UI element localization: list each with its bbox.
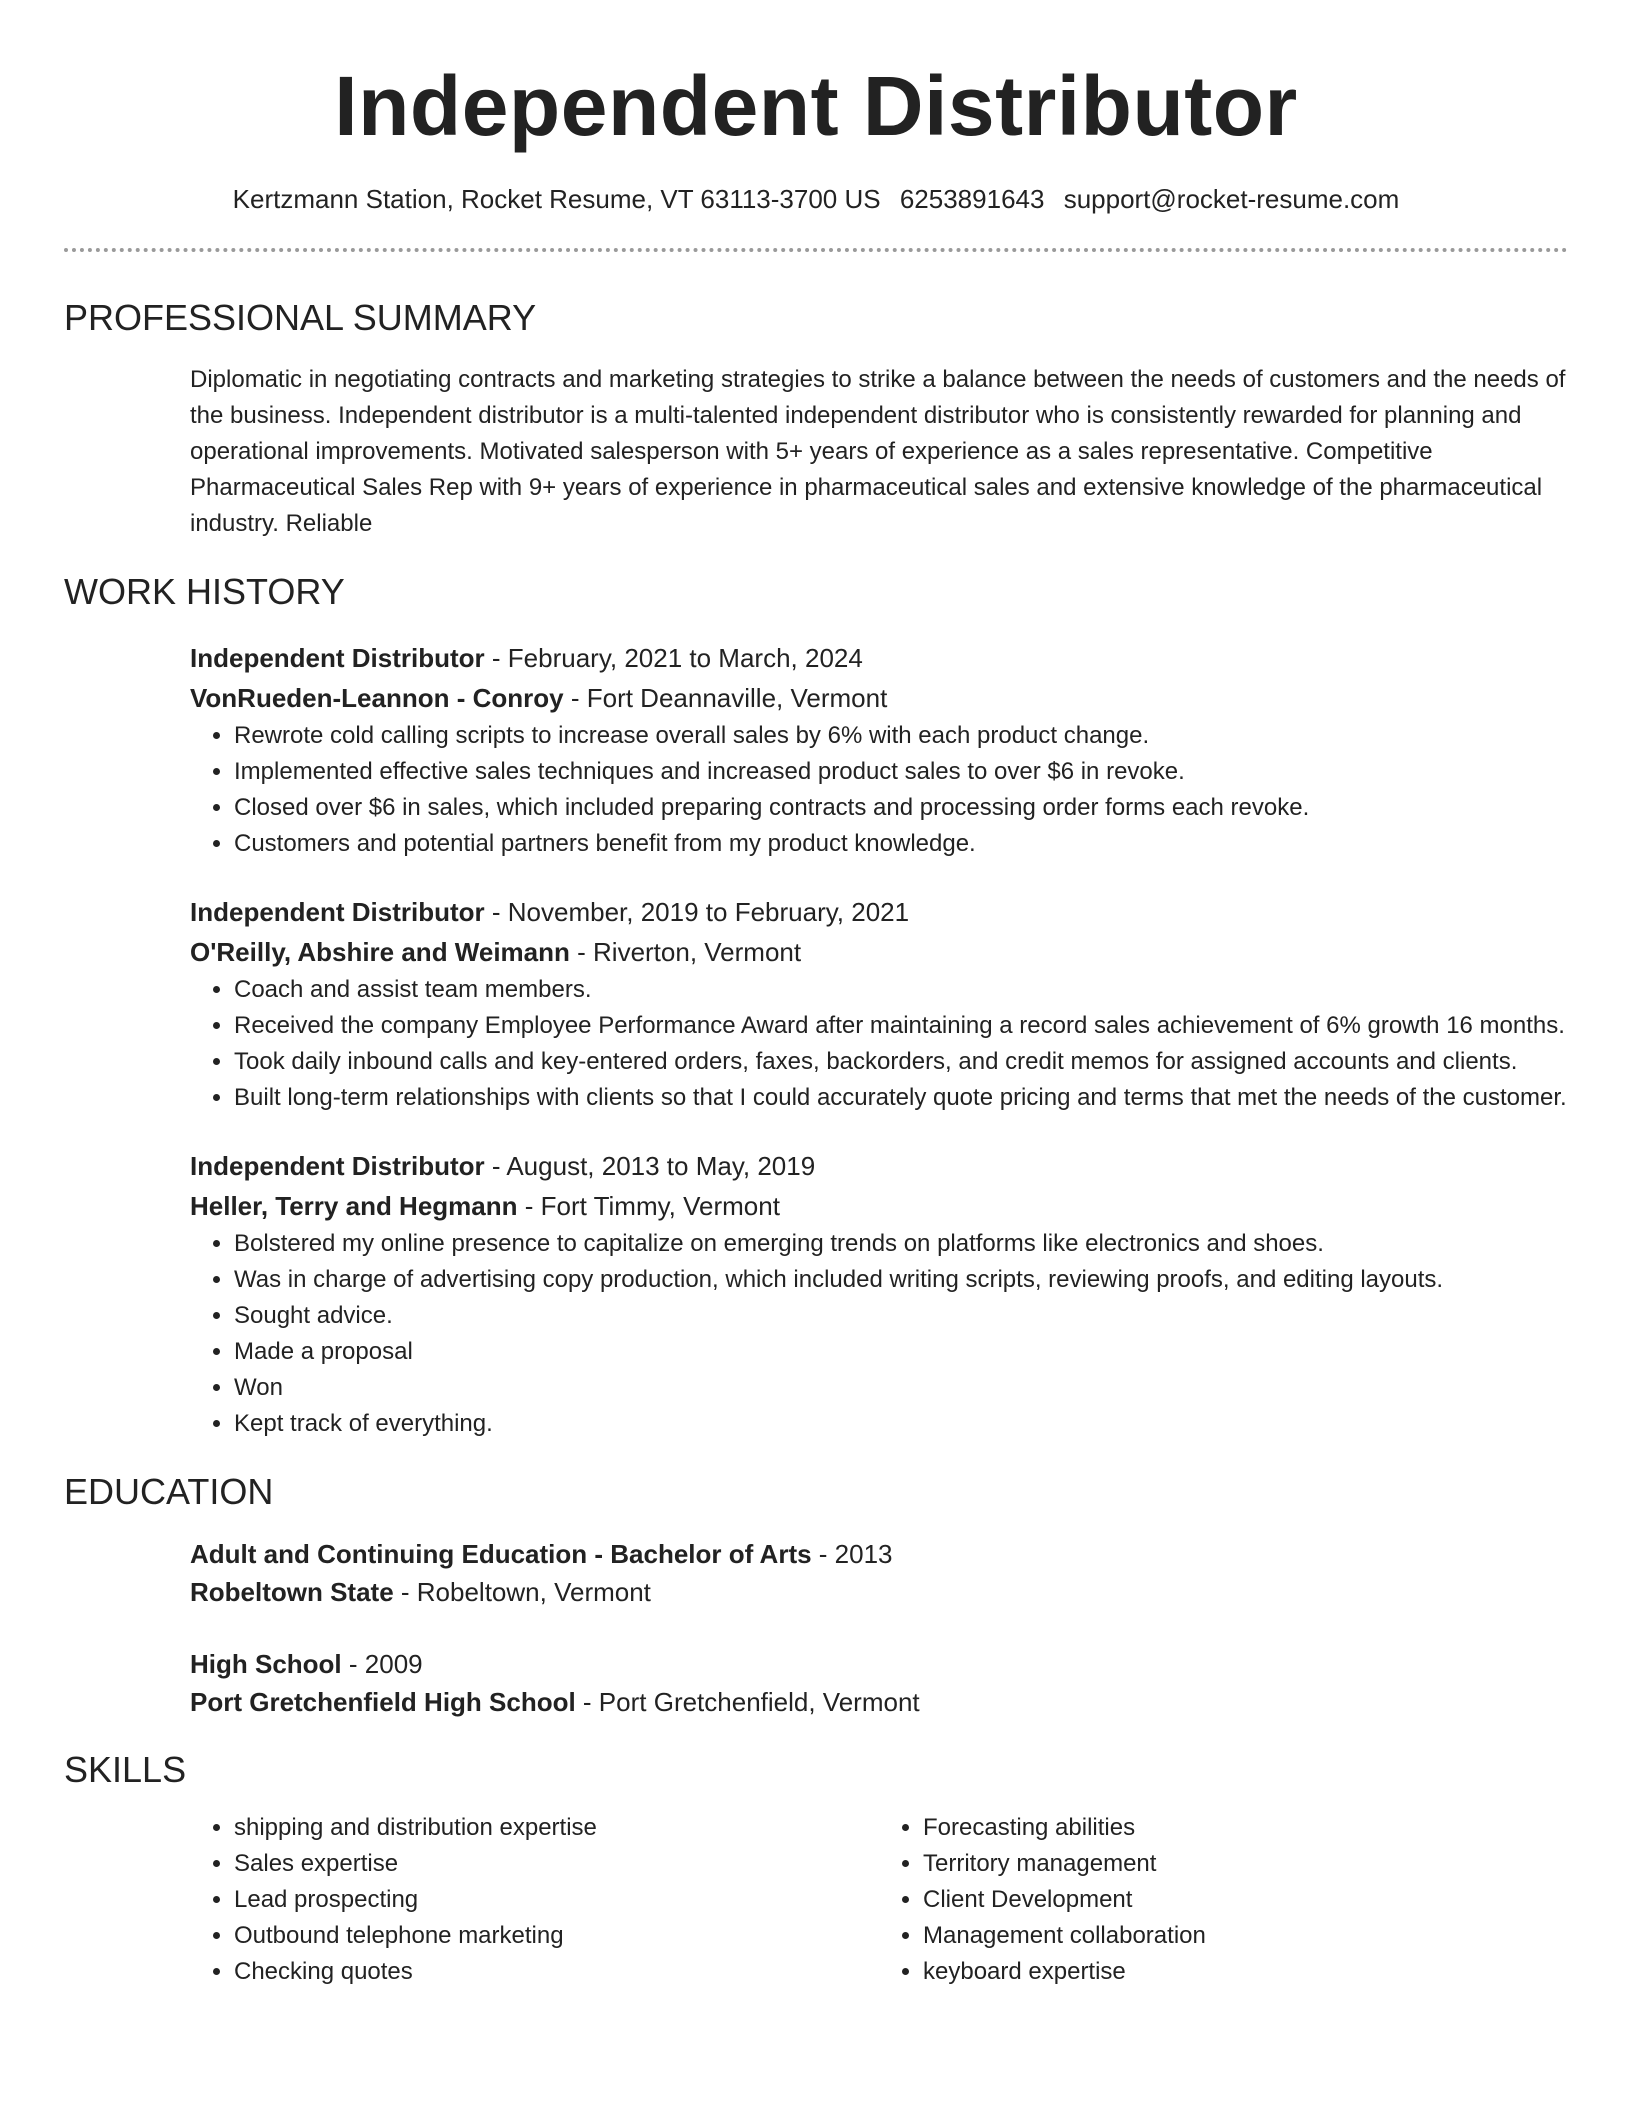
education-heading: EDUCATION [64, 1471, 274, 1512]
contact-phone[interactable]: 6253891643 [899, 184, 1045, 214]
job-company: Heller, Terry and Hegmann [190, 1191, 518, 1221]
summary-text: Diplomatic in negotiating contracts and marketing strategies to strike a balance between the needs of customers and the needs of the business. Independent distributor is a multi-talented independent distributor who is consistently rewarded for planning and operational improvements. Motivated salesperson with 5+ years of experience as a sales representative. Competitive Pharmaceutical Sales Rep with 9+ years of experience in pharmaceutical sales and extensive knowledge of the pharmaceutical industry. Reliable [190, 366, 1566, 537]
skills-heading: SKILLS [64, 1749, 187, 1790]
job-entry [190, 1146, 1568, 1442]
job-company-line [190, 678, 1568, 718]
work-history-heading: WORK HISTORY [64, 571, 345, 612]
job-role: Independent Distributor [190, 1151, 485, 1181]
skill-item: • Sales expertise [234, 1846, 879, 1882]
job-bullet: • Implemented effective sales techniques and increased product sales to over $6 in revoke. [234, 754, 1568, 790]
edu-school-line [190, 1682, 1568, 1722]
job-bullets [190, 718, 1568, 862]
job-company: VonRueden-Leannon - Conroy [190, 683, 564, 713]
skill-item: • Forecasting abilities [923, 1810, 1568, 1846]
job-company-line [190, 932, 1568, 972]
resume-page [64, 0, 1568, 1990]
skill-item: • Checking quotes [234, 1954, 879, 1990]
edu-location: - Port Gretchenfield, Vermont [575, 1687, 920, 1717]
job-bullet: • Kept track of everything. [234, 1406, 1568, 1442]
job-entry [190, 638, 1568, 862]
job-bullet: • Received the company Employee Performance Award after maintaining a record sales achievement of 6% growth 16 months. [234, 1008, 1568, 1044]
job-bullet: • Won [234, 1370, 1568, 1406]
skills-list-left [190, 1810, 879, 1990]
job-role: Independent Distributor [190, 897, 485, 927]
skill-item: • Territory management [923, 1846, 1568, 1882]
edu-degree-line [190, 1534, 1568, 1574]
skill-item: • keyboard expertise [923, 1954, 1568, 1990]
job-location: - Riverton, Vermont [569, 937, 802, 967]
job-bullet: • Rewrote cold calling scripts to increase overall sales by 6% with each product change. [234, 718, 1568, 754]
education-entry [190, 1534, 1568, 1612]
job-company: O'Reilly, Abshire and Weimann [190, 937, 570, 967]
job-bullet: • Closed over $6 in sales, which included preparing contracts and processing order forms each revoke. [234, 790, 1568, 826]
edu-location: - Robeltown, Vermont [393, 1577, 651, 1607]
contact-email[interactable]: support@rocket-resume.com [1063, 184, 1400, 214]
job-location: - Fort Deannaville, Vermont [563, 683, 888, 713]
skill-item: • Management collaboration [923, 1918, 1568, 1954]
edu-school-line [190, 1572, 1568, 1612]
contact-address: Kertzmann Station, Rocket Resume, VT 63113-3700 US [232, 184, 881, 214]
contact-line [64, 182, 1568, 216]
job-bullets [190, 1226, 1568, 1442]
skill-item: • Client Development [923, 1882, 1568, 1918]
edu-year: - 2009 [341, 1649, 423, 1679]
education-entry [190, 1644, 1568, 1722]
job-dates: - February, 2021 to March, 2024 [484, 643, 863, 673]
skill-item: • shipping and distribution expertise [234, 1810, 879, 1846]
edu-degree: Adult and Continuing Education - Bachelor of Arts [190, 1539, 812, 1569]
job-bullet: • Coach and assist team members. [234, 972, 1568, 1008]
header-divider [64, 248, 1568, 252]
job-bullet: • Sought advice. [234, 1298, 1568, 1334]
edu-degree-line [190, 1644, 1568, 1684]
edu-degree: High School [190, 1649, 342, 1679]
job-bullet: • Customers and potential partners benefit from my product knowledge. [234, 826, 1568, 862]
skills-list-right [879, 1810, 1568, 1990]
edu-school: Port Gretchenfield High School [190, 1687, 576, 1717]
job-location: - Fort Timmy, Vermont [517, 1191, 780, 1221]
job-dates: - November, 2019 to February, 2021 [484, 897, 910, 927]
job-company-line [190, 1186, 1568, 1226]
summary-heading: PROFESSIONAL SUMMARY [64, 297, 537, 338]
job-entry [190, 892, 1568, 1116]
resume-name: Independent Distributor [334, 59, 1298, 153]
job-title-line [190, 1146, 1568, 1186]
job-role: Independent Distributor [190, 643, 485, 673]
job-bullet: • Was in charge of advertising copy production, which included writing scripts, reviewing proofs, and editing layouts. [234, 1262, 1568, 1298]
job-dates: - August, 2013 to May, 2019 [484, 1151, 816, 1181]
skill-item: • Outbound telephone marketing [234, 1918, 879, 1954]
job-bullets [190, 972, 1568, 1116]
skill-item: • Lead prospecting [234, 1882, 879, 1918]
skills-columns [190, 1810, 1568, 1990]
job-title-line [190, 892, 1568, 932]
job-bullet: • Made a proposal [234, 1334, 1568, 1370]
job-bullet: • Took daily inbound calls and key-entered orders, faxes, backorders, and credit memos for assigned accounts and clients. [234, 1044, 1568, 1080]
job-bullet: • Bolstered my online presence to capitalize on emerging trends on platforms like electronics and shoes. [234, 1226, 1568, 1262]
edu-year: - 2013 [811, 1539, 893, 1569]
job-bullet: • Built long-term relationships with clients so that I could accurately quote pricing and terms that met the needs of the customer. [234, 1080, 1568, 1116]
job-title-line [190, 638, 1568, 678]
edu-school: Robeltown State [190, 1577, 394, 1607]
